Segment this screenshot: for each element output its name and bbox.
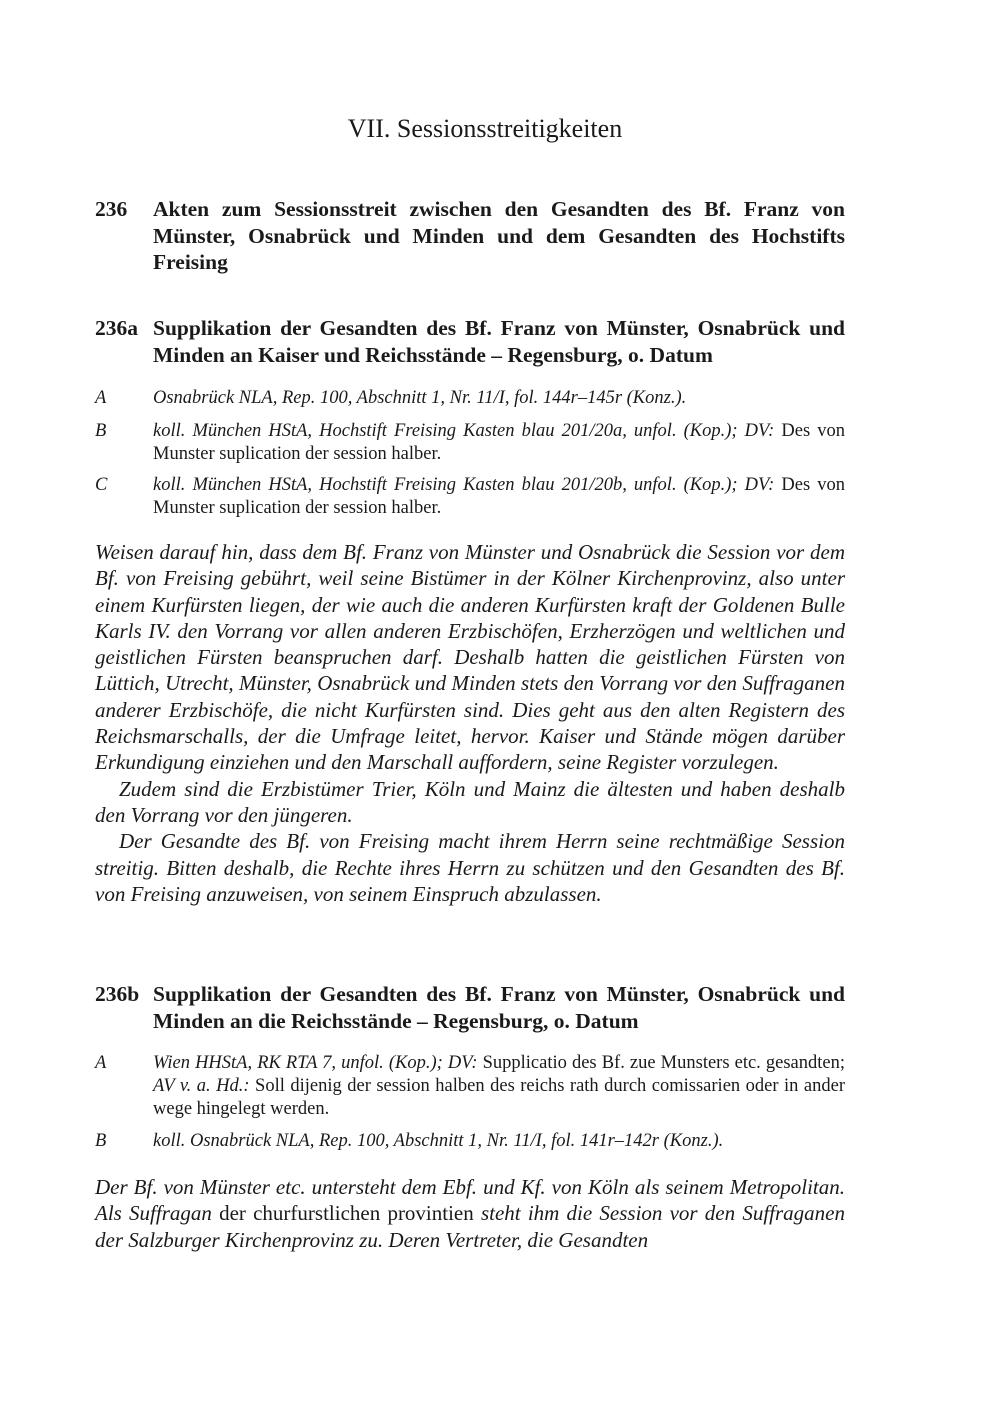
entry-number: 236: [95, 197, 128, 221]
entry-heading-236a: [95, 315, 845, 368]
source-archive: Osnabrück NLA, Rep. 100, Abschnitt 1, Nr. 11/I, fol. 144r–145r (Konz.).: [153, 388, 687, 408]
source-siglum: A: [95, 1053, 107, 1073]
source-archive: Wien HHStA, RK RTA 7, unfol. (Kop.); DV:: [153, 1053, 478, 1073]
source-endorsement: Des von Munster suplication der session halber.: [153, 475, 845, 518]
source-siglum: A: [95, 388, 107, 408]
entry-title: Supplikation der Gesandten des Bf. Franz von Münster, Osnabrück und Minden an Kaiser und Reichsstände – Regensburg, o. Datum: [153, 316, 845, 367]
source-note: Soll dijenig der session halben des reichs rath durch comissarien oder in ander wege hingelegt werden.: [153, 1076, 845, 1119]
entry-summary-236a: [95, 539, 845, 907]
summary-paragraph: Der Gesandte des Bf. von Freising macht ihrem Herrn seine rechtmäßige Session streitig. Bitten deshalb, die Rechte ihres Herrn zu schützen und den Gesandten des Bf. von Freising anzuweisen, von seinem Einspruch abzulassen.: [95, 829, 845, 906]
summary-italic: steht ihm die Session vor den Suffraganen der Salzburger Kirchenprovinz zu. Deren Vertreter, die Gesandten: [95, 1201, 845, 1252]
source-archive: koll. München HStA, Hochstift Freising Kasten blau 201/20a, unfol. (Kop.); DV:: [153, 421, 775, 441]
source-siglum: B: [95, 421, 107, 441]
source-note-label: AV v. a. Hd.:: [153, 1076, 250, 1096]
entry-heading-236: [95, 196, 845, 276]
entry-summary-236b: [95, 1174, 845, 1253]
source-A: [95, 387, 845, 410]
entry-number: 236a: [95, 316, 138, 340]
summary-paragraph: Weisen darauf hin, dass dem Bf. Franz von Münster und Osnabrück die Session vor dem Bf. von Freising gebührt, weil seine Bistümer in der Kölner Kirchenprovinz, also unter einem Kurfürsten liegen, der wie auch die anderen Kurfürsten kraft der Goldenen Bulle Karls IV. den Vorrang vor allen anderen Erzbischöfen, Erzherzögen und weltlichen und geistlichen Fürsten beanspruchen darf. Deshalb hatten die geistlichen Fürsten von Lüttich, Utrecht, Münster, Osnabrück und Minden stets den Vorrang vor den Suffraganen anderer Erzbischöfe, die nicht Kurfürsten sind. Dies geht aus den alten Registern des Reichsmarschalls, der die Umfrage leitet, hervor. Kaiser und Stände mögen darüber Erkundigung einziehen und den Marschall auffordern, seine Register vorzulegen.: [95, 540, 845, 775]
entry-number: 236b: [95, 982, 140, 1006]
source-archive: koll. Osnabrück NLA, Rep. 100, Abschnitt 1, Nr. 11/I, fol. 141r–142r (Konz.).: [153, 1131, 724, 1151]
source-siglum: C: [95, 475, 108, 495]
source-A: [95, 1052, 845, 1121]
source-B: [95, 1130, 845, 1153]
source-endorsement: Des von Munster suplication der session halber.: [153, 421, 845, 464]
entry-title: Akten zum Sessionsstreit zwischen den Gesandten des Bf. Franz von Münster, Osnabrück und Minden und dem Gesandten des Hochstifts Freising: [153, 197, 845, 274]
source-siglum: B: [95, 1131, 107, 1151]
entry-heading-236b: [95, 981, 845, 1034]
source-text: [153, 1130, 845, 1153]
source-text: [153, 1052, 845, 1121]
summary-paragraph: [95, 1174, 845, 1253]
source-text: [153, 474, 845, 520]
source-text: [153, 420, 845, 466]
chapter-title: VII. Sessionsstreitigkeiten: [347, 114, 623, 143]
source-endorsement: Supplicatio des Bf. zue Munsters etc. gesandten;: [477, 1053, 845, 1073]
summary-italic: Der Bf. von Münster etc. untersteht dem Ebf. und Kf. von Köln als seinem Metropolitan. Als Suffragan: [95, 1175, 845, 1226]
summary-quote: der churfurstlichen provintien: [211, 1201, 481, 1226]
source-archive: koll. München HStA, Hochstift Freising Kasten blau 201/20b, unfol. (Kop.); DV:: [153, 475, 775, 495]
source-C: [95, 474, 845, 520]
source-B: [95, 420, 845, 466]
entry-title: Supplikation der Gesandten des Bf. Franz von Münster, Osnabrück und Minden an die Reichsstände – Regensburg, o. Datum: [153, 982, 845, 1033]
summary-paragraph: Zudem sind die Erzbistümer Trier, Köln und Mainz die ältesten und haben deshalb den Vorrang vor den jüngeren.: [95, 776, 845, 827]
source-text: [153, 387, 845, 410]
